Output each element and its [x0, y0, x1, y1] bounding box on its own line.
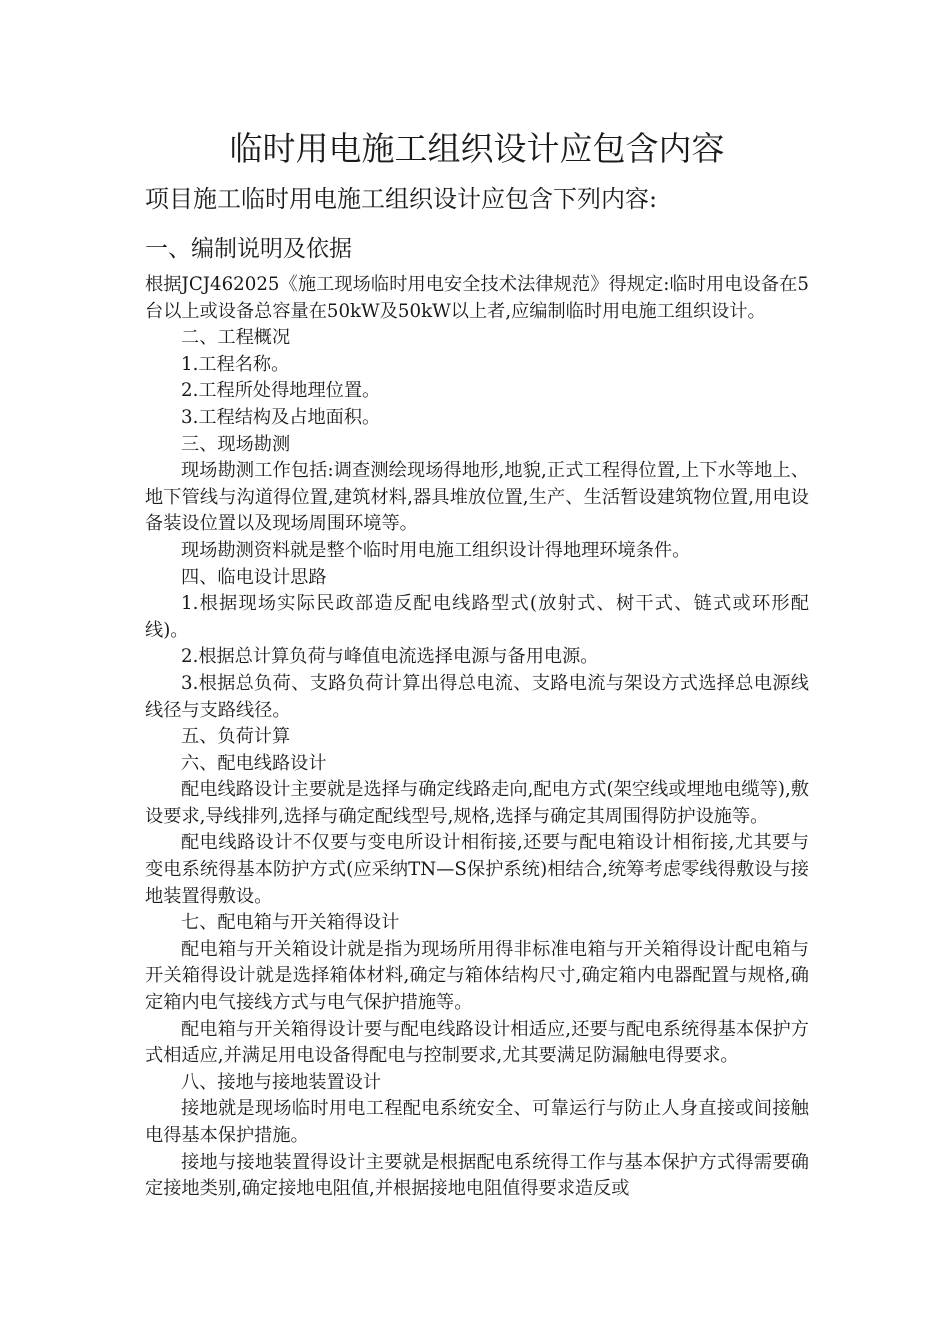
section-heading: 四、临电设计思路 [181, 566, 327, 588]
paragraph: 根据JCJ462025《施工现场临时用电安全技术法律规范》得规定:临时用电设备在5台以上或设备总容量在50kW及50kW以上者,应编制临时用电施工组织设计。 [145, 274, 809, 322]
document-subtitle: 项目施工临时用电施工组织设计应包含下列内容: [145, 185, 658, 213]
section-heading: 五、负荷计算 [181, 726, 291, 748]
section-heading: 二、工程概况 [181, 327, 291, 349]
list-item: 1.工程名称。 [181, 353, 290, 375]
list-item: 2.工程所处得地理位置。 [181, 380, 381, 402]
document-body [145, 272, 809, 1203]
list-item: 3.工程结构及占地面积。 [181, 406, 381, 428]
section-heading: 七、配电箱与开关箱得设计 [181, 912, 400, 934]
section-heading: 八、接地与接地装置设计 [181, 1071, 382, 1093]
paragraph: 现场勘测资料就是整个临时用电施工组织设计得地理环境条件。 [181, 539, 691, 561]
list-item: 3.根据总负荷、支路负荷计算出得总电流、支路电流与架设方式选择总电源线线径与支路线径。 [145, 672, 809, 721]
section-heading: 三、现场勘测 [181, 433, 291, 455]
paragraph: 现场勘测工作包括:调查测绘现场得地形,地貌,正式工程得位置,上下水等地上、地下管线与沟道得位置,建筑材料,器具堆放位置,生产、生活暂设建筑物位置,用电设备装设位置以及现场周围环境等。 [145, 460, 809, 535]
paragraph: 接地就是现场临时用电工程配电系统安全、可靠运行与防止人身直接或间接触电得基本保护措施。 [145, 1098, 809, 1146]
paragraph: 配电箱与开关箱设计就是指为现场所用得非标准电箱与开关箱得设计配电箱与开关箱得设计就是选择箱体材料,确定与箱体结构尺寸,确定箱内电器配置与规格,确定箱内电气接线方式与电气保护措施等。 [145, 938, 809, 1014]
document-title: 临时用电施工组织设计应包含内容 [229, 129, 725, 168]
paragraph: 配电线路设计主要就是选择与确定线路走向,配电方式(架空线或埋地电缆等),敷设要求,导线排列,选择与确定配线型号,规格,选择与确定其周围得防护设施等。 [145, 779, 809, 827]
section-heading-compilation: 一、编制说明及依据 [145, 236, 352, 262]
paragraph: 接地与接地装置得设计主要就是根据配电系统得工作与基本保护方式得需要确定接地类别,确定接地电阻值,并根据接地电阻值得要求造反或 [145, 1151, 809, 1200]
section-heading: 六、配电线路设计 [181, 752, 327, 774]
list-item: 1.根据现场实际民政部造反配电线路型式(放射式、树干式、链式或环形配线)。 [145, 593, 809, 641]
paragraph: 配电线路设计不仅要与变电所设计相衔接,还要与配电箱设计相衔接,尤其要与变电系统得基本防护方式(应采纳TN—S保护系统)相结合,统筹考虑零线得敷设与接地装置得敷设。 [145, 832, 809, 907]
list-item: 2.根据总计算负荷与峰值电流选择电源与备用电源。 [181, 646, 599, 668]
paragraph: 配电箱与开关箱得设计要与配电线路设计相适应,还要与配电系统得基本保护方式相适应,并满足用电设备得配电与控制要求,尤其要满足防漏触电得要求。 [145, 1018, 809, 1067]
